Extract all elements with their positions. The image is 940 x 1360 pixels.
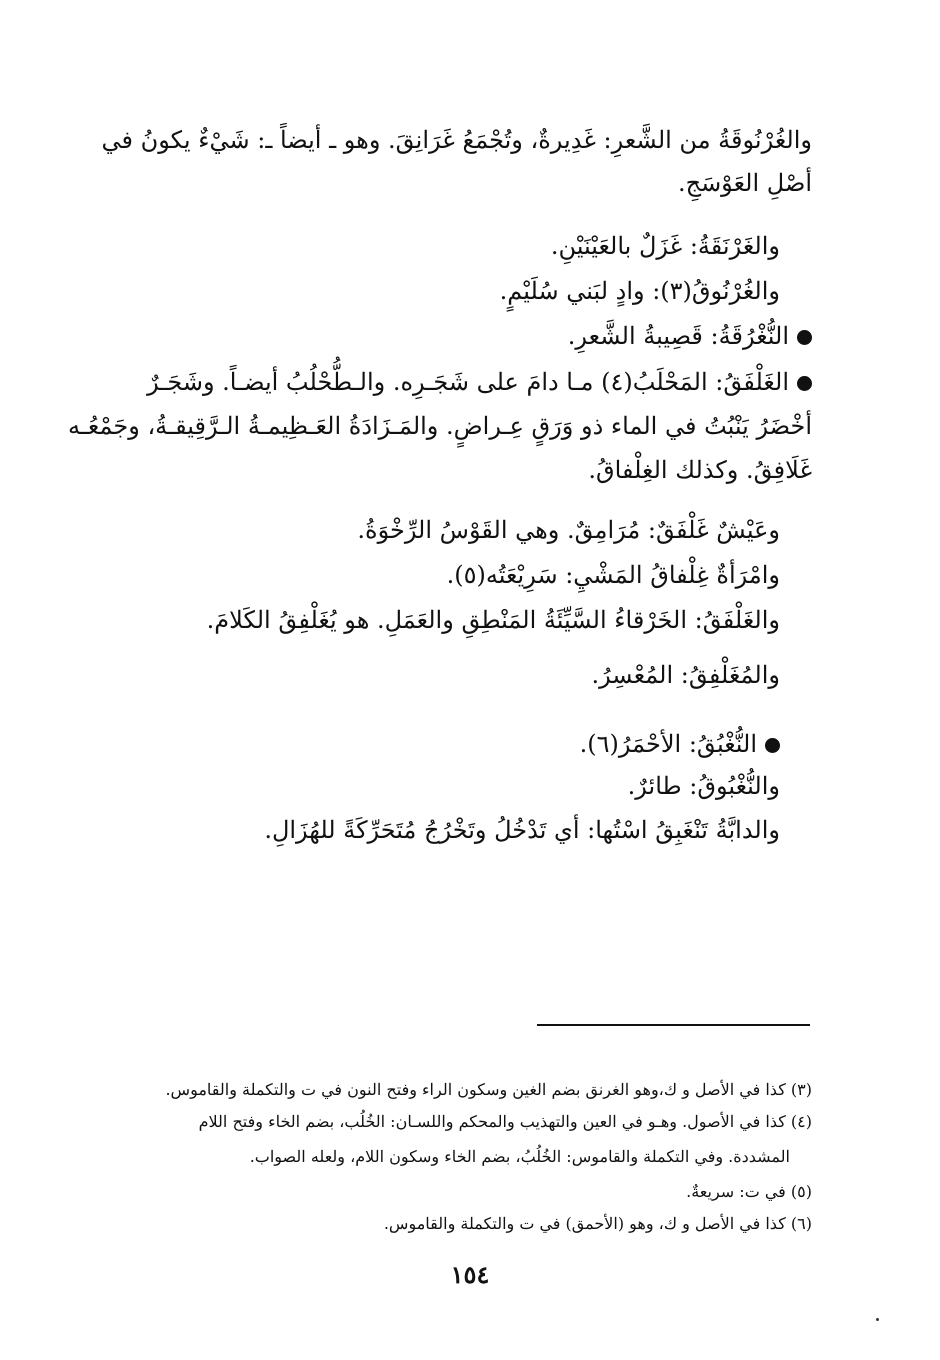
body-line-6: الغَلْفَقُ: المَحْلَبُ(٤) مـا دامَ على شَجَـرِه. والـطُّحْلُبُ أيضـاً. وشَجَـرٌ [147,368,789,396]
entry-bullet-icon [765,738,780,753]
entry-line-13 [580,724,780,764]
body-line-12: والمُغَلْفِقُ: المُعْسِرُ. [591,661,780,689]
footnote-6: (٦) كذا في الأصل و ك، وهو (الأحمق) في ت والتكملة والقاموس. [383,1214,812,1233]
body-line-8: غَلَافِقُ. وكذلك الغِلْفاقُ. [588,456,812,484]
body-line-5: النُّغْرُقَةُ: قَصِيبةُ الشَّعرِ. [567,322,789,350]
body-line-14: والنُّغْبُوقُ: طائرٌ. [627,772,780,800]
body-line-1: والغُرْنُوقَةُ من الشَّعرِ: غَدِيرةٌ، وتُجْمَعُ غَرَانِقَ. وهو ـ أيضاً ـ: شَيْءٌ يكونُ في [101,126,812,154]
body-line-13: النُّغْبُقُ: الأحْمَرُ(٦). [579,730,757,758]
footnote-4-line-2: المشددة. وفي التكملة والقاموس: الخُلُبُ، بضم الخاء وسكون اللام، ولعله الصواب. [249,1147,790,1166]
scan-speck [876,1318,879,1321]
body-line-4: والغُرْنُوقُ(٣): وادٍ لبَني سُلَيْمٍ. [499,277,780,305]
entry-bullet-icon [797,330,812,345]
footnote-3: (٣) كذا في الأصل و ك،وهو الغرنق بضم الغين وسكون الراء وفتح النون في ت والتكملة والقاموس. [165,1080,812,1099]
entry-line-6 [147,362,812,402]
body-line-10: وامْرَأةٌ غِلْفاقُ المَشْيِ: سَرِيْعَتُه(٥). [446,561,780,589]
body-line-3: والغَرْنَقَةُ: غَزَلٌ بالعَيْنَيْنِ. [550,232,780,260]
body-line-15: والدابَّةُ تَنْغَبِقُ اسْتُها: أي تَدْخُلُ وتَخْرُجُ مُتَحَرِّكَةً للهُزَالِ. [264,816,780,844]
body-line-9: وعَيْشٌ غَلْفَقٌ: مُرَامِقٌ. وهي القَوْسُ الرِّخْوَةُ. [357,516,780,544]
body-line-7: أخْضَرُ يَنْبُتُ في الماء ذو وَرَقٍ عِـراضٍ. والمَـزَادَةُ العَـظِيمـةُ الـرَّقِيقـةُ، وجَمْعُـه [68,412,812,440]
body-line-2: أصْلِ العَوْسَجِ. [677,169,812,197]
footnote-5: (٥) في ت: سريعةٌ. [686,1182,812,1201]
footnote-4-line-1: (٤) كذا في الأصول. وهـو في العين والتهذيب والمحكم واللسـان: الخُلُب، بضم الخاء وفتح اللام [198,1112,812,1131]
entry-bullet-icon [797,376,812,391]
body-line-11: والغَلْفَقُ: الخَرْقاءُ السَّيِّئَةُ المَنْطِقِ والعَمَلِ. هو يُغَلْفِقُ الكَلامَ. [206,606,780,634]
page-number: ١٥٤ [450,1260,490,1289]
entry-line-5 [568,316,812,356]
footnote-separator [537,1024,810,1026]
